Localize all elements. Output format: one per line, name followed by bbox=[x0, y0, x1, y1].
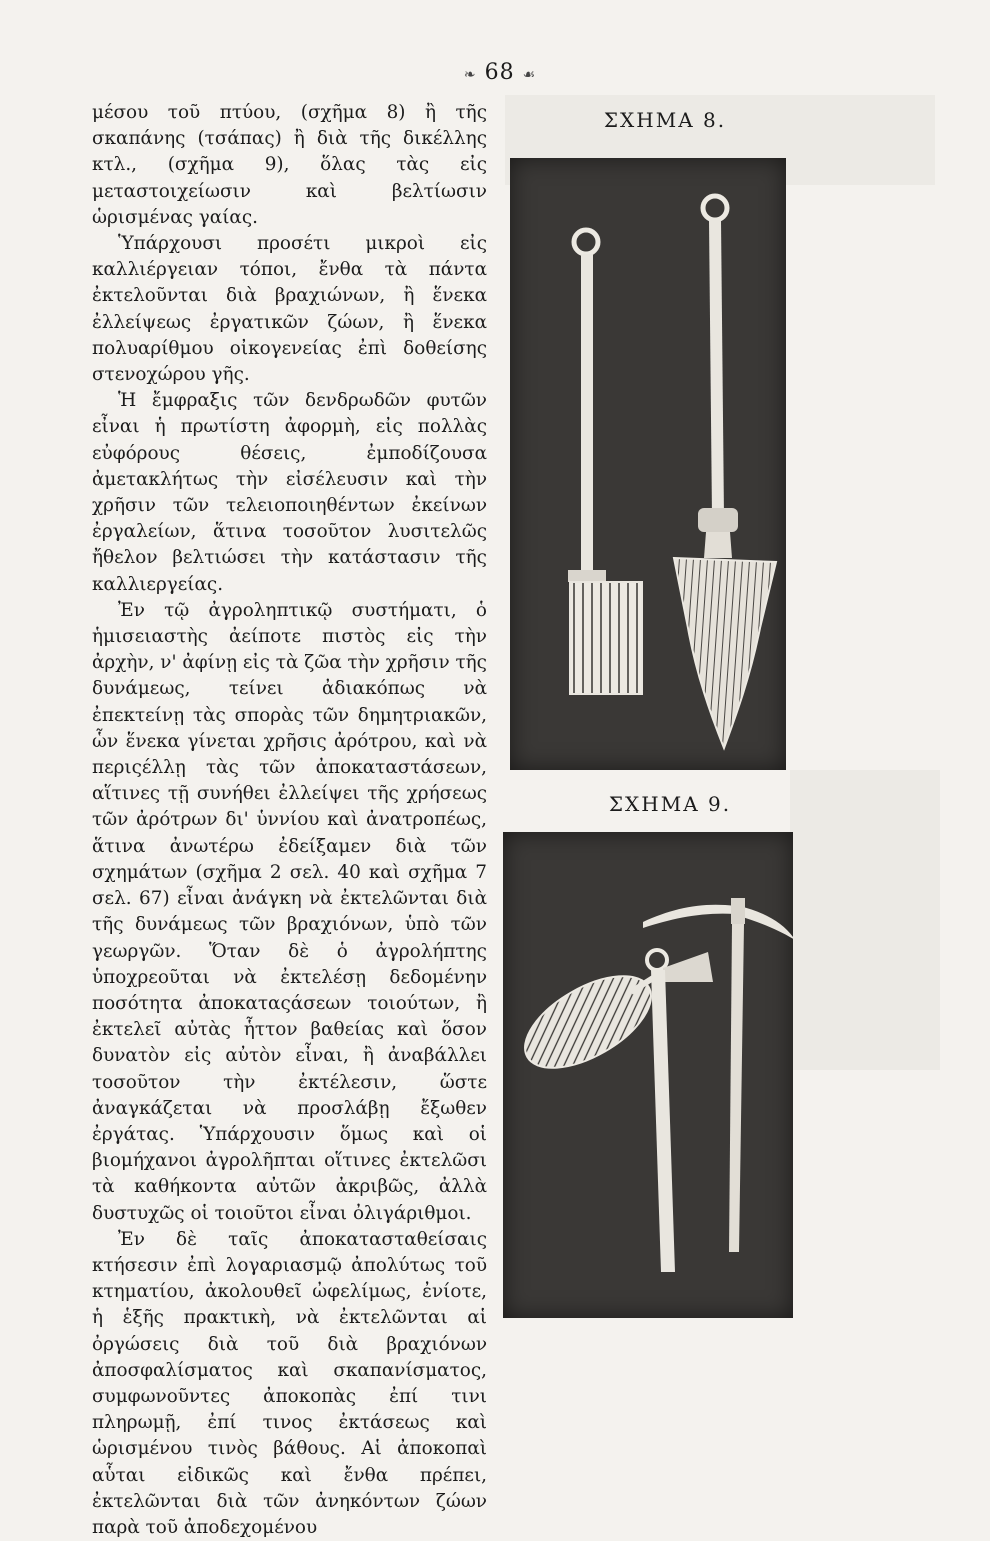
ornament-left-icon: ❧ bbox=[463, 67, 477, 83]
paragraph-4: Ἐν τῷ ἀγροληπτικῷ συστήματι, ὁ ἡμισειαστὴς ἀείποτε πιστὸς εἰς τὴν ἀρχὴν, ν' ἀφίνῃ εἰς τὰ ζῶα τὴν χρῆσιν τῆς δυνάμεως, τείνει ἀδιακόπως νὰ ἐπεκτείνῃ τὰς σπορὰς τῶν δημητριακῶν, ὧν ἕνεκα γίνεται χρῆσις ἀρότρου, καὶ νὰ περιςέλλῃ τὰς τῶν ἀποκαταστάσεων, αἵτινες τῇ συνήθει ἐλλείψει τῆς χρήσεως τῶν ἀρότρων δι' ὑννίου καὶ ἀνατροπέως, ἅτινα ἀνωτέρω ἐδείξαμεν διὰ τῶν σχημάτων (σχῆμα 2 σελ. 40 καὶ σχῆμα 7 σελ. 67) εἶναι ἀνάγκη νὰ ἐκτελῶνται διὰ τῆς δυνάμεως τῶν βραχιόνων, ὑπὸ τῶν γεωργῶν. Ὅταν δὲ ὁ ἀγρολήπτης ὑποχρεοῦται νὰ ἐκτελέσῃ δεδομένην ποσότητα ἀποκαταςάσεων τοιούτων, ἢ ἐκτελεῖ αὐτὰς ἧττον βαθείας καὶ ὅσον δυνατὸν εἰς αὐτὸν εἶναι, ἢ ἀναβάλλει τοσοῦτον τὴν ἐκτέλεσιν, ὥστε ἀναγκάζεται νὰ προσλάβῃ ἔξωθεν ἐργάτας. Ὑπάρχουσιν ὅμως καὶ οἱ βιομήχανοι ἀγρολῆπται οἵτινες ἐκτελῶσι τὰ καθήκοντα αὐτῶν ἀκριβῶς, ἀλλὰ δυστυχῶς οἱ τοιοῦτοι εἶναι ὀλιγάριθμοι. bbox=[92, 599, 487, 1224]
figure-8-caption: ΣΧΗΜΑ 8. bbox=[603, 108, 727, 132]
hoe-icon bbox=[510, 950, 713, 1272]
page-header bbox=[440, 60, 560, 85]
figure-8-plate bbox=[510, 158, 786, 770]
fork-spade-icon bbox=[568, 230, 642, 694]
paragraph-5: Ἐν δὲ ταῖς ἀποκατασταθείσαις κτήσεσιν ἐπὶ λογαριασμῷ ἀπολύτως τοῦ κτηματίου, ἀκολουθεῖ ὠφελίμως, ἐνίοτε, ἡ ἑξῆς πρακτικὴ, νὰ ἐκτελῶνται αἱ ὀργώσεις διὰ τοῦ διὰ βραχιόνων ἀποσφαλίσματος καὶ σκαπανίσματος, συμφωνοῦντες ἀποκοπὰς ἐπί τινι πληρωμῇ, ἐπί τινος ἐκτάσεως καὶ ὡρισμένου τινὸς βάθους. Αἱ ἀποκοπαὶ αὗται εἰδικῶς καὶ ἔνθα πρέπει, ἐκτελῶνται διὰ τῶν ἀνηκόντων ζώων παρὰ τοῦ ἀποδεχομένου bbox=[92, 1228, 487, 1538]
hoe-illustration-icon bbox=[503, 832, 793, 1318]
figure-9-caption: ΣΧΗΜΑ 9. bbox=[608, 792, 732, 816]
body-text-column bbox=[92, 100, 487, 1541]
figure-9-plate bbox=[503, 832, 793, 1318]
spade-illustration-icon bbox=[510, 158, 786, 770]
bleed-through-middle bbox=[790, 770, 940, 1070]
ornament-right-icon: ☙ bbox=[522, 67, 537, 83]
paragraph-3: Ἡ ἔμφραξις τῶν δενδρωδῶν φυτῶν εἶναι ἡ πρωτίστη ἀφορμὴ, εἰς πολλὰς εὐφόρους θέσεις, ἐμποδίζουσα ἀμετακλήτως τὴν εἰσέλευσιν καὶ τὴν χρῆσιν τῶν τελειοποιηθέντων ἐκείνων ἐργαλείων, ἅτινα τοσοῦτον λυσιτελῶς ἤθελον βελτιώσει τὴν κατάστασιν τῆς καλλιεργείας. bbox=[92, 390, 487, 595]
pointed-shovel-icon bbox=[674, 196, 776, 748]
paragraph-2: Ὑπάρχουσι προσέτι μικροὶ εἰς καλλιέργειαν τόποι, ἔνθα τὰ πάντα ἐκτελοῦνται διὰ βραχιώνων, ἢ ἕνεκα ἐλλείψεως ἐργατικῶν ζώων, ἢ ἕνεκα πολυαρίθμου οἰκογενείας ἐπὶ δοθείσης στενοχώρου γῆς. bbox=[92, 233, 487, 386]
paragraph-1: μέσου τοῦ πτύου, (σχῆμα 8) ἢ τῆς σκαπάνης (τσάπας) ἢ διὰ τῆς δικέλλης κτλ., (σχῆμα 9), ὅλας τὰς εἰς μεταστοιχείωσιν καὶ βελτίωσιν ὡρισμένας γαίας. bbox=[92, 102, 487, 228]
page-number: 68 bbox=[484, 60, 515, 85]
